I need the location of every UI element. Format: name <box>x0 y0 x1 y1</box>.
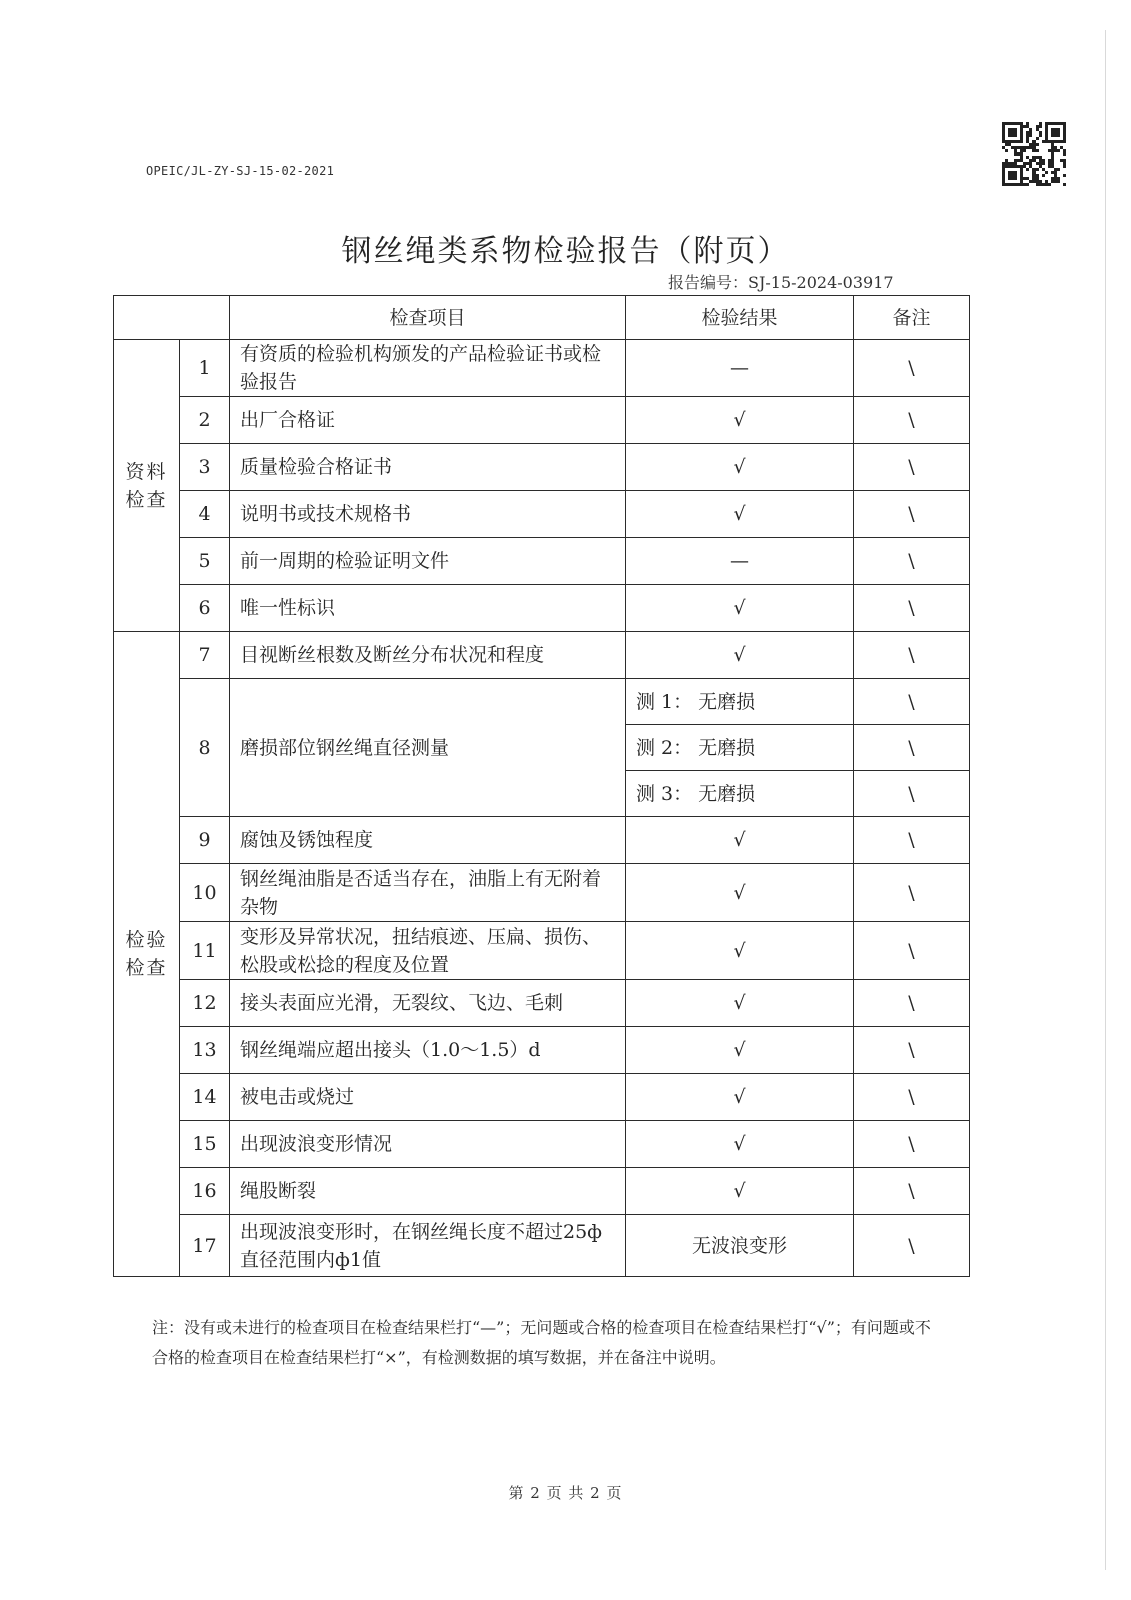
table-row <box>114 817 970 864</box>
row-item: 出现波浪变形时，在钢丝绳长度不超过25ф直径范围内ф1值 <box>230 1215 626 1277</box>
table-row <box>114 1027 970 1074</box>
table-row <box>114 1168 970 1215</box>
row-item: 唯一性标识 <box>230 585 626 632</box>
row-result: √ <box>626 444 854 491</box>
table-row <box>114 922 970 980</box>
row-item: 磨损部位钢丝绳直径测量 <box>230 679 626 817</box>
qr-code-icon <box>1002 122 1066 186</box>
row-item: 有资质的检验机构颁发的产品检验证书或检验报告 <box>230 340 626 397</box>
table-row <box>114 491 970 538</box>
report-number: 报告编号：SJ-15-2024-03917 <box>668 273 894 292</box>
page-footer: 第 2 页 共 2 页 <box>508 1484 623 1502</box>
row-remark: \ <box>854 491 970 538</box>
table-row <box>114 340 970 397</box>
row-item: 腐蚀及锈蚀程度 <box>230 817 626 864</box>
row-result: √ <box>626 585 854 632</box>
row-number: 8 <box>180 679 230 817</box>
row-remark: \ <box>854 980 970 1027</box>
row-number: 16 <box>180 1168 230 1215</box>
row-number: 11 <box>180 922 230 980</box>
table-header-row <box>114 296 970 340</box>
row-item: 出厂合格证 <box>230 397 626 444</box>
row-remark: \ <box>854 817 970 864</box>
row-result: √ <box>626 980 854 1027</box>
header-result: 检验结果 <box>626 296 854 340</box>
row-number: 6 <box>180 585 230 632</box>
row-item: 出现波浪变形情况 <box>230 1121 626 1168</box>
row-result: √ <box>626 1168 854 1215</box>
row-result: √ <box>626 1121 854 1168</box>
row-number: 3 <box>180 444 230 491</box>
section-inspection-check <box>114 632 180 1277</box>
row-remark: \ <box>854 538 970 585</box>
row-item: 钢丝绳端应超出接头（1.0～1.5）d <box>230 1027 626 1074</box>
row-result: √ <box>626 632 854 679</box>
row-remark: \ <box>854 340 970 397</box>
table-row <box>114 538 970 585</box>
row-number: 7 <box>180 632 230 679</box>
row-remark: \ <box>854 1215 970 1277</box>
row-result: √ <box>626 1027 854 1074</box>
table-note: 注：没有或未进行的检查项目在检查结果栏打“—”；无问题或合格的检查项目在检查结果栏打“√”；有问题或不合格的检查项目在检查结果栏打“×”，有检测数据的填写数据，并在备注中说明。 <box>152 1318 931 1367</box>
row-result: √ <box>626 864 854 922</box>
row-result-sub: 测 2： 无磨损 <box>626 725 854 771</box>
row-item: 绳股断裂 <box>230 1168 626 1215</box>
document-code: OPEIC/JL-ZY-SJ-15-02-2021 <box>146 164 335 178</box>
header-remark: 备注 <box>854 296 970 340</box>
row-remark: \ <box>854 1027 970 1074</box>
row-remark: \ <box>854 1074 970 1121</box>
row-remark: \ <box>854 864 970 922</box>
inspection-table <box>113 295 970 1277</box>
table-row <box>114 397 970 444</box>
row-number: 12 <box>180 980 230 1027</box>
row-item: 说明书或技术规格书 <box>230 491 626 538</box>
row-number: 17 <box>180 1215 230 1277</box>
table-row <box>114 1215 970 1277</box>
row-remark: \ <box>854 585 970 632</box>
row-item: 质量检验合格证书 <box>230 444 626 491</box>
row-remark: \ <box>854 922 970 980</box>
table-row <box>114 864 970 922</box>
row-result: √ <box>626 491 854 538</box>
table-row <box>114 1074 970 1121</box>
row-remark: \ <box>854 444 970 491</box>
row-number: 13 <box>180 1027 230 1074</box>
row-result: √ <box>626 817 854 864</box>
row-item: 前一周期的检验证明文件 <box>230 538 626 585</box>
table-row <box>114 585 970 632</box>
row-number: 15 <box>180 1121 230 1168</box>
table-row <box>114 632 970 679</box>
row-result: √ <box>626 922 854 980</box>
row-result: — <box>626 340 854 397</box>
row-number: 14 <box>180 1074 230 1121</box>
row-number: 4 <box>180 491 230 538</box>
row-result: 无波浪变形 <box>626 1215 854 1277</box>
table-row <box>114 980 970 1027</box>
row-remark: \ <box>854 397 970 444</box>
section-docs-label: 资料 检查 <box>125 460 168 511</box>
row-number: 9 <box>180 817 230 864</box>
row-item: 钢丝绳油脂是否适当存在，油脂上有无附着杂物 <box>230 864 626 922</box>
row-item: 目视断丝根数及断丝分布状况和程度 <box>230 632 626 679</box>
header-item: 检查项目 <box>230 296 626 340</box>
table-row <box>114 1121 970 1168</box>
row-number: 10 <box>180 864 230 922</box>
section-inspection-label: 检验 检查 <box>125 929 168 979</box>
row-number: 1 <box>180 340 230 397</box>
row-result: √ <box>626 1074 854 1121</box>
row-remark: \ <box>854 679 970 725</box>
section-docs-check <box>114 340 180 632</box>
row-remark: \ <box>854 725 970 771</box>
row-item: 接头表面应光滑，无裂纹、飞边、毛刺 <box>230 980 626 1027</box>
row-result-sub: 测 3： 无磨损 <box>626 771 854 817</box>
table-row <box>114 679 970 725</box>
row-number: 2 <box>180 397 230 444</box>
row-remark: \ <box>854 1121 970 1168</box>
row-result: √ <box>626 397 854 444</box>
row-remark: \ <box>854 632 970 679</box>
row-item: 被电击或烧过 <box>230 1074 626 1121</box>
table-row <box>114 444 970 491</box>
row-remark: \ <box>854 1168 970 1215</box>
row-result: — <box>626 538 854 585</box>
row-item: 变形及异常状况，扭结痕迹、压扁、损伤、松股或松捻的程度及位置 <box>230 922 626 980</box>
row-number: 5 <box>180 538 230 585</box>
row-result-sub: 测 1： 无磨损 <box>626 679 854 725</box>
header-blank-cell <box>114 296 230 340</box>
row-remark: \ <box>854 771 970 817</box>
page-title: 钢丝绳类系物检验报告（附页） <box>341 234 790 269</box>
